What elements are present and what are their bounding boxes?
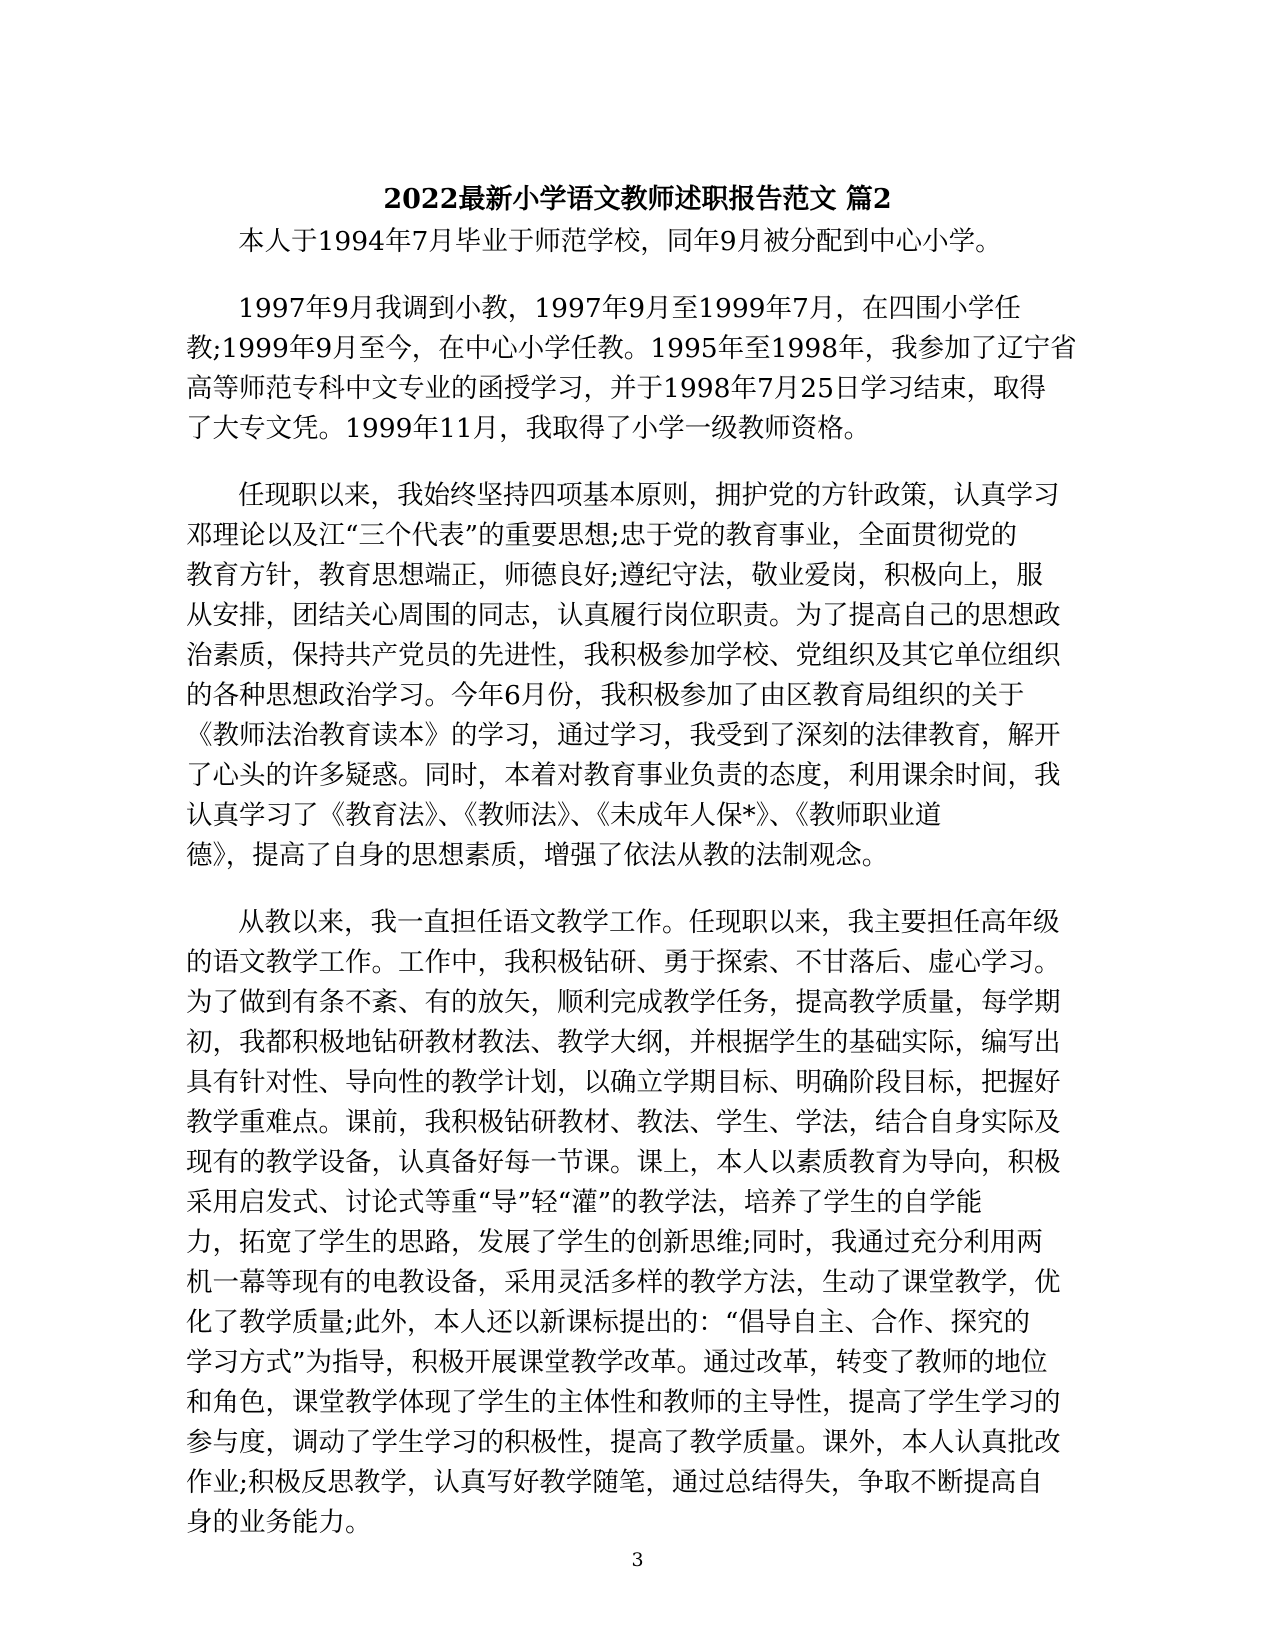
paragraph-line: 教育方针，教育思想端正，师德良好;遵纪守法，敬业爱岗，积极向上，服: [186, 560, 1043, 591]
paragraph-line: 从教以来，我一直担任语文教学工作。任现职以来，我主要担任高年级: [238, 907, 1060, 938]
paragraph-1: [186, 222, 1086, 262]
paragraph-line: 为了做到有条不紊、有的放矢，顺利完成教学任务，提高教学质量，每学期: [186, 987, 1061, 1018]
paragraph-line: 了大专文凭。1999年11月，我取得了小学一级教师资格。: [186, 413, 871, 444]
paragraph-line: 的各种思想政治学习。今年6月份，我积极参加了由区教育局组织的关于: [186, 680, 1025, 711]
paragraph-line: 任现职以来，我始终坚持四项基本原则，拥护党的方针政策，认真学习: [238, 480, 1060, 511]
paragraph-line: 机一幕等现有的电教设备，采用灵活多样的教学方法，生动了课堂教学，优: [186, 1267, 1061, 1298]
paragraph-line: 作业;积极反思教学，认真写好教学随笔，通过总结得失，争取不断提高自: [186, 1467, 1043, 1498]
document-body: [186, 222, 1086, 1570]
paragraph-line: 力，拓宽了学生的思路，发展了学生的创新思维;同时，我通过充分利用两: [186, 1227, 1043, 1258]
paragraph-line: 的语文教学工作。工作中，我积极钻研、勇于探索、不甘落后、虚心学习。: [186, 947, 1061, 978]
paragraph-line: 学习方式”为指导，积极开展课堂教学改革。通过改革，转变了教师的地位: [186, 1347, 1048, 1378]
paragraph-line: 高等师范专科中文专业的函授学习，并于1998年7月25日学习结束，取得: [186, 373, 1047, 404]
paragraph-line: 参与度，调动了学生学习的积极性，提高了教学质量。课外，本人认真批改: [186, 1427, 1061, 1458]
paragraph-line: 本人于1994年7月毕业于师范学校，同年9月被分配到中心小学。: [238, 226, 1002, 257]
paragraph-2: [186, 289, 1086, 449]
paragraph-line: 认真学习了《教育法》、《教师法》、《未成年人保*》、《教师职业道: [186, 800, 942, 831]
paragraph-line: 邓理论以及江“三个代表”的重要思想;忠于党的教育事业，全面贯彻党的: [186, 520, 1018, 551]
paragraph-line: 德》，提高了自身的思想素质，增强了依法从教的法制观念。: [186, 840, 889, 871]
paragraph-line: 化了教学质量;此外，本人还以新课标提出的：“倡导自主、合作、探究的: [186, 1307, 1030, 1338]
paragraph-line: 初，我都积极地钻研教材教法、教学大纲，并根据学生的基础实际，编写出: [186, 1027, 1061, 1058]
paragraph-line: 采用启发式、讨论式等重“导”轻“灌”的教学法，培养了学生的自学能: [186, 1187, 983, 1218]
paragraph-line: 了心头的许多疑惑。同时，本着对教育事业负责的态度，利用课余时间，我: [186, 760, 1061, 791]
paragraph-line: 《教师法治教育读本》的学习，通过学习，我受到了深刻的法律教育，解开: [186, 720, 1061, 751]
page-number: 3: [631, 1549, 644, 1571]
paragraph-4: [186, 903, 1086, 1543]
paragraph-line: 身的业务能力。: [186, 1507, 372, 1538]
document-title: 2022最新小学语文教师述职报告范文 篇2: [383, 184, 892, 215]
paragraph-line: 具有针对性、导向性的教学计划，以确立学期目标、明确阶段目标，把握好: [186, 1067, 1061, 1098]
paragraph-line: 从安排，团结关心周围的同志，认真履行岗位职责。为了提高自己的思想政: [186, 600, 1061, 631]
paragraph-line: 教;1999年9月至今，在中心小学任教。1995年至1998年，我参加了辽宁省: [186, 333, 1077, 364]
paragraph-line: 治素质，保持共产党员的先进性，我积极参加学校、党组织及其它单位组织: [186, 640, 1061, 671]
paragraph-line: 1997年9月我调到小教，1997年9月至1999年7月，在四围小学任: [238, 293, 1021, 324]
paragraph-3: [186, 476, 1086, 876]
paragraph-line: 教学重难点。课前，我积极钻研教材、教法、学生、学法，结合自身实际及: [186, 1107, 1061, 1138]
paragraph-line: 现有的教学设备，认真备好每一节课。课上，本人以素质教育为导向，积极: [186, 1147, 1061, 1178]
paragraph-line: 和角色，课堂教学体现了学生的主体性和教师的主导性，提高了学生学习的: [186, 1387, 1061, 1418]
